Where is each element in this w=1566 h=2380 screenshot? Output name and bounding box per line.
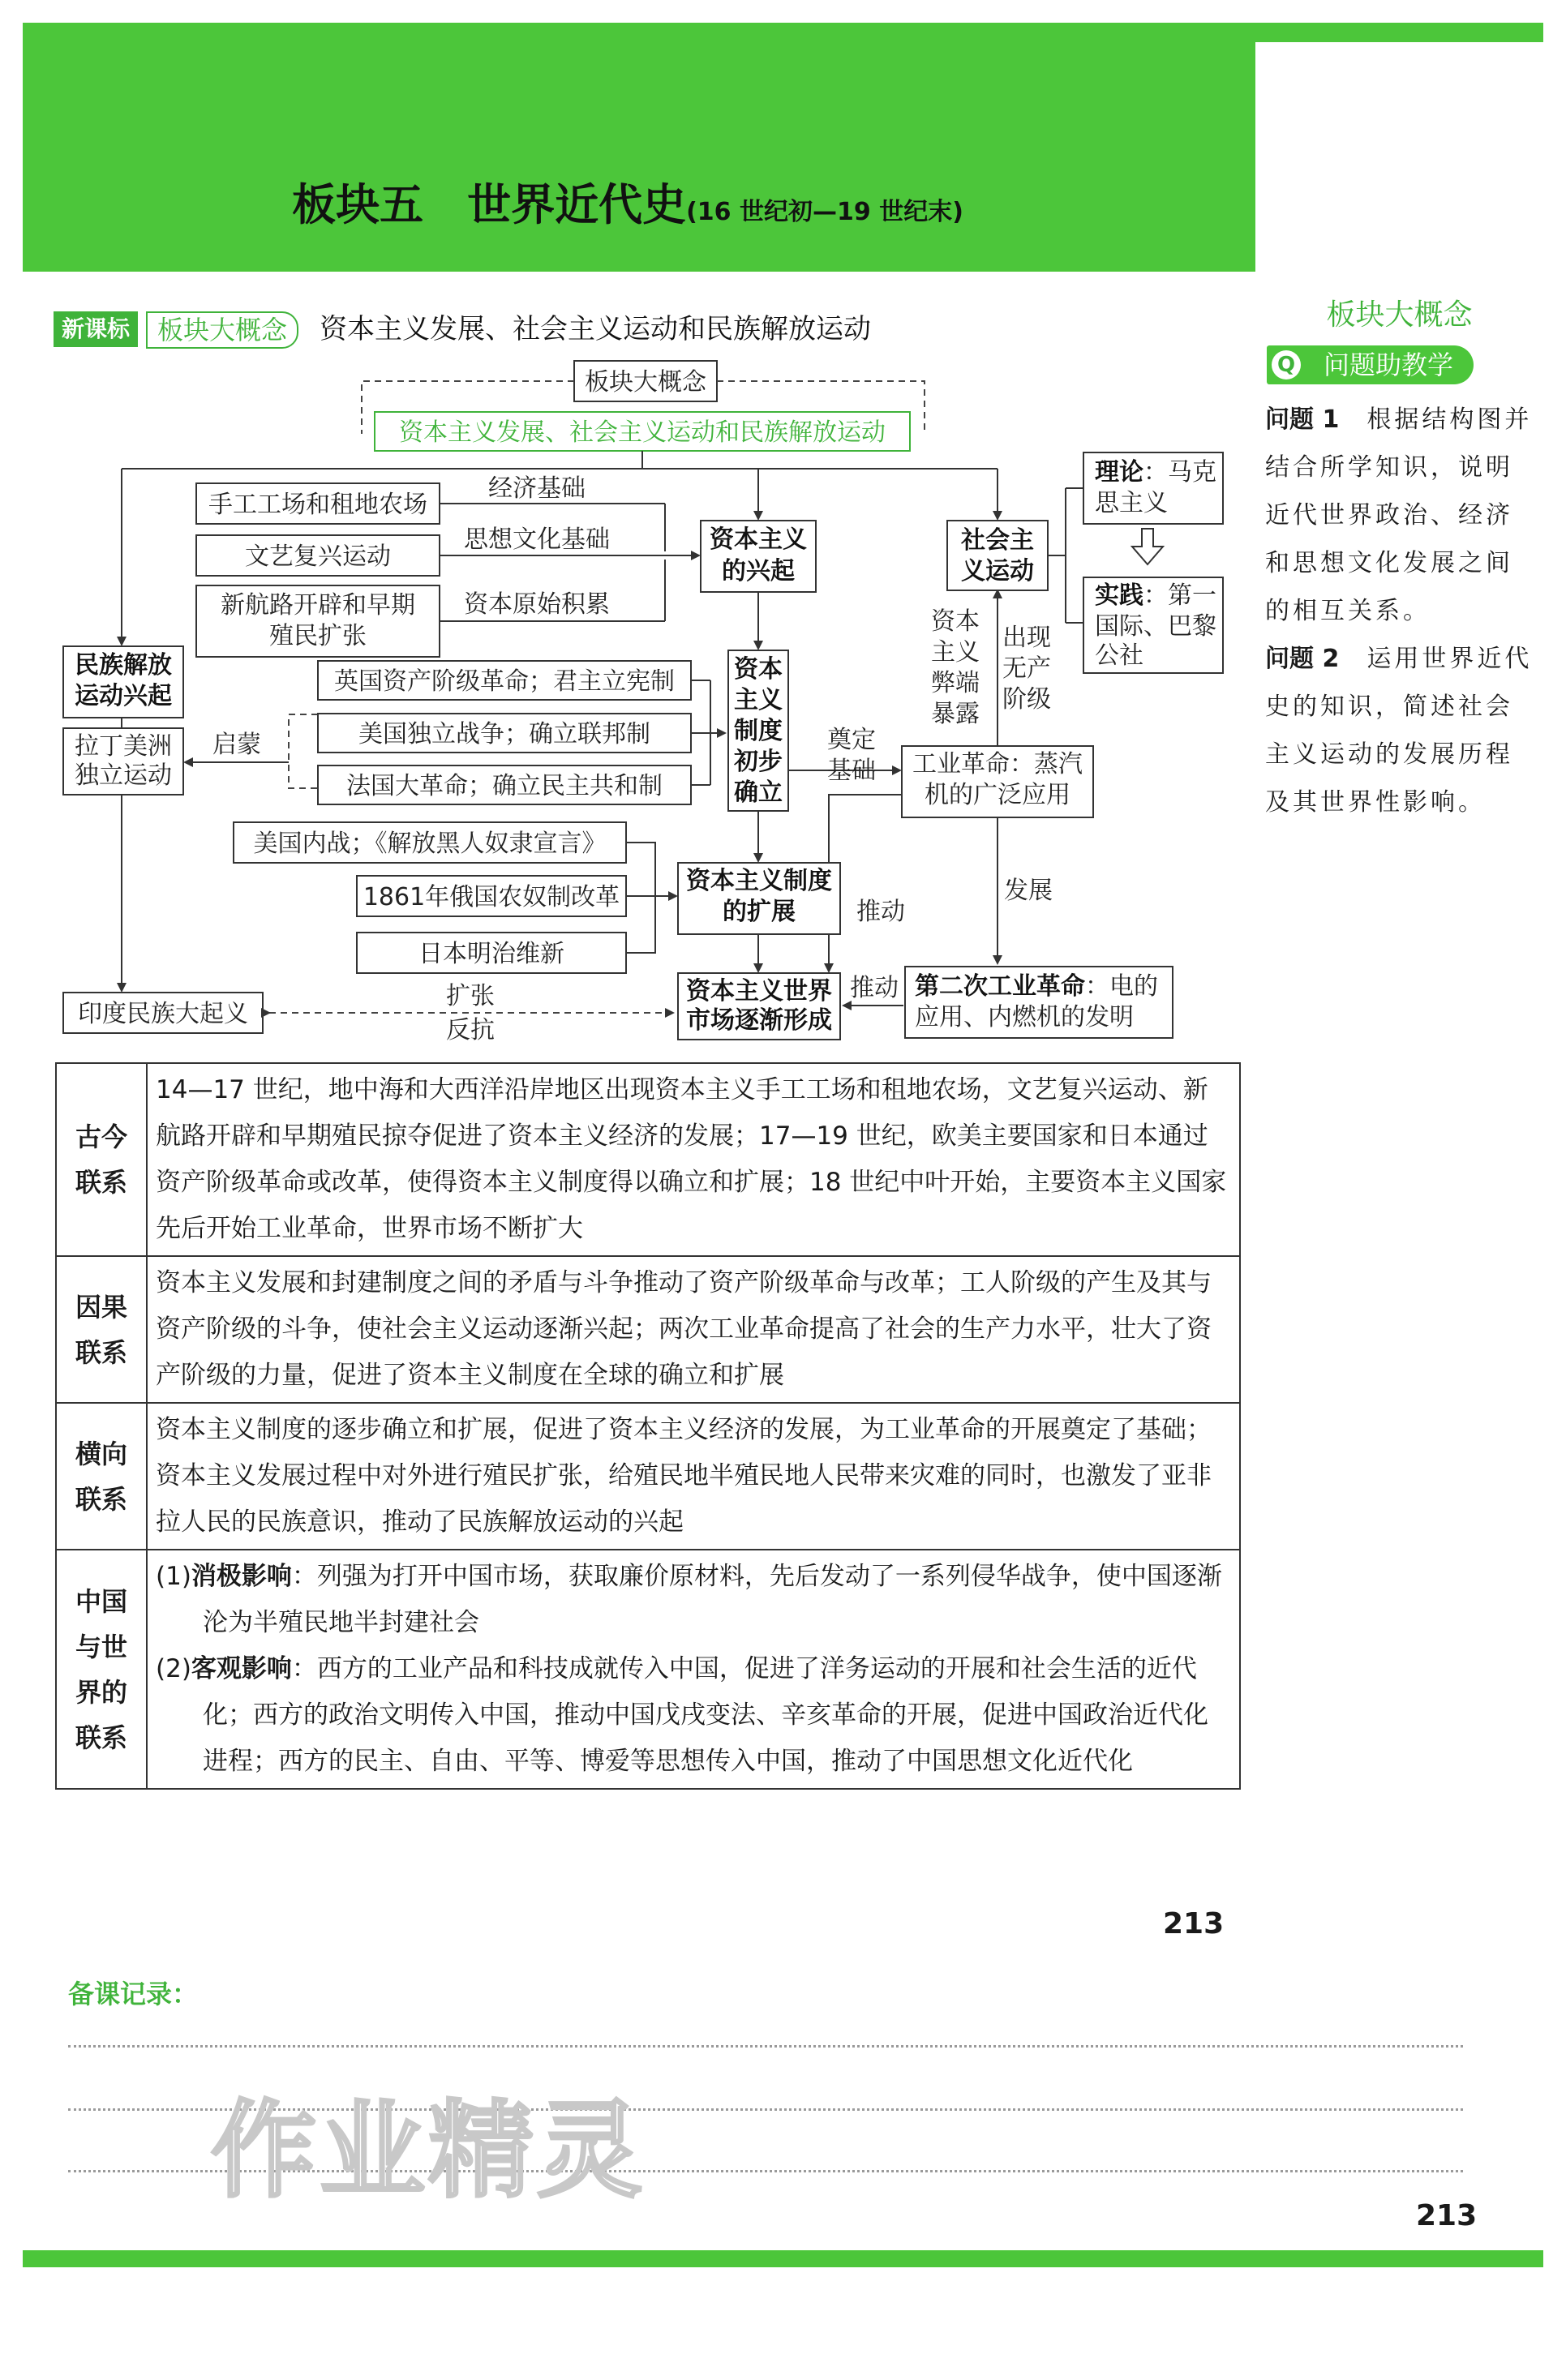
row-head: [56, 1063, 147, 1256]
concept-subtitle: 资本主义发展、社会主义运动和民族解放运动: [320, 313, 871, 345]
row-text: 14—17 世纪，地中海和大西洋沿岸地区出现资本主义手工工场和租地农场，文艺复兴运动、新航路开辟和早期殖民掠夺促进了资本主义经济的发展；17—19 世纪，欧美主要国家和日本通过资产阶级革命或改革，使得资本主义制度得以确立和扩展；18 世纪中叶开始，主要资本主义国家先后开始工业革命，世界市场不断扩大: [147, 1063, 1240, 1256]
theory-line2: 思主义: [1095, 489, 1168, 517]
practice-rest: ：第一: [1143, 581, 1216, 610]
item-bold: 客观影响: [191, 1654, 292, 1683]
row-head: [56, 1403, 147, 1550]
revolution-3: 法国大革命；确立民主共和制: [346, 772, 663, 800]
page-number-outer: 213: [1416, 2199, 1478, 2232]
resist-label: 反抗: [446, 1016, 495, 1044]
q2-text: 运用世界近代史的知识，简述社会主义运动的发展历程及其世界性影响。: [1265, 645, 1533, 817]
theory-bold: 理论: [1095, 458, 1143, 487]
practice-bold: 实践: [1095, 581, 1143, 610]
row-text: [147, 1550, 1240, 1789]
item-bold: 消极影响: [191, 1562, 292, 1591]
rise-1: 资本主义: [710, 525, 807, 554]
item-num: (1): [156, 1562, 191, 1591]
socialism-2: 义运动: [961, 557, 1034, 585]
item-num: (2): [156, 1654, 191, 1683]
question-2: [1265, 635, 1533, 826]
practice-line1: [1095, 581, 1216, 610]
row-text: 资本主义发展和封建制度之间的矛盾与斗争推动了资产阶级革命与改革；工人阶级的产生及其与资产阶级的斗争，使社会主义运动逐渐兴起；两次工业革命提高了社会的生产力水平，壮大了资产阶级的力量，促进了资本主义制度在全球的确立和扩展: [147, 1256, 1240, 1403]
enlighten-label: 启蒙: [212, 731, 261, 759]
sidebar-tag: 问题助教学: [1267, 345, 1474, 384]
practice-line3: 公社: [1095, 641, 1143, 670]
watermark: 作业精灵: [211, 2089, 646, 2212]
india-label: 印度民族大起义: [78, 1000, 248, 1028]
latin-2: 独立运动: [75, 761, 172, 790]
reform-3: 日本明治维新: [418, 940, 564, 968]
drawbacks-4: 暴露: [931, 700, 980, 728]
sidebar-questions: [1265, 396, 1533, 826]
list-item: [156, 1646, 1233, 1785]
bottom-green-bar: [23, 2250, 1543, 2267]
label-culture: 思想文化基础: [464, 525, 610, 554]
title-note: (16 世纪初—19 世纪末): [686, 198, 963, 226]
table-row: [56, 1256, 1240, 1403]
head-line: 联系: [75, 1483, 127, 1515]
label-accumulation: 资本原始积累: [464, 590, 610, 619]
top-concept: 资本主义发展、社会主义运动和民族解放运动: [399, 418, 886, 447]
industrial1-2: 机的广泛应用: [925, 781, 1070, 809]
est-3: 制度: [734, 717, 783, 745]
table-row: [56, 1403, 1240, 1550]
foundation-word-2: 基础: [827, 757, 876, 785]
socialism-1: 社会主: [961, 526, 1034, 555]
label-economic: 经济基础: [488, 474, 586, 503]
theory-rest: ：马克: [1143, 458, 1216, 487]
table-row: [56, 1550, 1240, 1789]
rise-2: 的兴起: [722, 557, 795, 585]
push1-label: 推动: [856, 898, 905, 926]
industrial2-line2: 应用、内燃机的发明: [915, 1003, 1134, 1031]
q2-label: 问题 2: [1265, 645, 1340, 673]
head-line: 联系: [75, 1722, 127, 1753]
theory-line1: [1095, 458, 1216, 487]
est-2: 主义: [734, 686, 783, 714]
head-line: 横向: [75, 1438, 127, 1469]
foundation-3b: 殖民扩张: [269, 622, 367, 650]
top-label: 板块大概念: [585, 368, 706, 397]
reform-2: 1861年俄国农奴制改革: [363, 883, 620, 911]
big-concept-tag: 板块大概念: [146, 311, 298, 349]
reform-1: 美国内战；《解放黑人奴隶宣言》: [253, 830, 607, 858]
new-standard-tag: 新课标: [54, 311, 138, 347]
head-line: 古今: [75, 1121, 127, 1152]
head-line: 联系: [75, 1336, 127, 1368]
search-icon: Q: [1272, 350, 1301, 380]
q1-text: 根据结构图并结合所学知识，说明近代世界政治、经济和思想文化发展之间的相互关系。: [1265, 405, 1533, 625]
push2-label: 推动: [850, 974, 899, 1002]
nation-1: 民族解放: [75, 651, 172, 680]
industrial2-line1: [915, 972, 1158, 1001]
head-line: 与世: [75, 1631, 127, 1662]
nation-2: 运动兴起: [75, 682, 172, 710]
drawbacks-2: 主义: [931, 638, 980, 667]
row-head: [56, 1550, 147, 1789]
market-2: 市场逐渐形成: [686, 1006, 832, 1035]
est-4: 初步: [734, 748, 783, 776]
proletariat-1: 出现: [1002, 624, 1051, 652]
expansion-2: 的扩展: [723, 898, 796, 926]
industrial2-rest: ：电的: [1085, 972, 1158, 1001]
page-number-inner: 213: [1163, 1907, 1225, 1940]
develop-label: 发展: [1004, 877, 1053, 905]
concept-diagram: [0, 0, 1255, 1054]
head-line: 界的: [75, 1676, 127, 1708]
industrial2-bold: 第二次工业革命: [915, 972, 1085, 1001]
head-line: 联系: [75, 1167, 127, 1198]
market-1: 资本主义世界: [686, 977, 832, 1006]
table-row: [56, 1063, 1240, 1256]
item-text: ：西方的工业产品和科技成就传入中国，促进了洋务运动的开展和社会生活的近代化；西方的政治文明传入中国，推动中国戊戌变法、辛亥革命的开展，促进中国政治近代化进程；西方的民主、自由、平等、博爱等思想传入中国，推动了中国思想文化近代化: [203, 1654, 1208, 1776]
row-head: [56, 1256, 147, 1403]
revolution-2: 美国独立战争；确立联邦制: [358, 720, 650, 748]
row-text: 资本主义制度的逐步确立和扩展，促进了资本主义经济的发展，为工业革命的开展奠定了基础；资本主义发展过程中对外进行殖民扩张，给殖民地半殖民地人民带来灾难的同时，也激发了亚非拉人民的民族意识，推动了民族解放运动的兴起: [147, 1403, 1240, 1550]
est-5: 确立: [734, 778, 783, 807]
head-line: 中国: [75, 1585, 127, 1617]
practice-line2: 国际、巴黎: [1095, 612, 1216, 641]
list-item: [156, 1554, 1233, 1646]
item-text: ：列强为打开中国市场，获取廉价原材料，先后发动了一系列侵华战争，使中国逐渐沦为半殖民地半封建社会: [203, 1562, 1222, 1637]
foundation-3a: 新航路开辟和早期: [221, 591, 415, 620]
q1-label: 问题 1: [1265, 405, 1340, 434]
foundation-word-1: 奠定: [827, 726, 876, 754]
down-arrow-icon: [1132, 529, 1163, 564]
proletariat-2: 无产: [1002, 654, 1051, 683]
expand-label: 扩张: [446, 982, 495, 1010]
est-1: 资本: [734, 655, 783, 684]
proletariat-3: 阶级: [1002, 685, 1051, 714]
reform-join: [626, 843, 655, 953]
title-main: 板块五 世界近代史: [292, 179, 687, 230]
relations-table: [55, 1062, 1241, 1790]
expansion-1: 资本主义制度: [686, 867, 832, 895]
drawbacks-3: 弊端: [931, 669, 980, 697]
industrial1-1: 工业革命：蒸汽: [912, 750, 1083, 778]
head-line: 因果: [75, 1291, 127, 1323]
note-line: [68, 2045, 1463, 2048]
question-1: [1265, 396, 1533, 635]
notes-label: 备课记录：: [68, 1979, 199, 2009]
foundation-1: 手工工场和租地农场: [208, 491, 427, 519]
latin-1: 拉丁美洲: [75, 732, 172, 761]
sidebar-title: 板块大概念: [1326, 298, 1473, 332]
revolution-1: 英国资产阶级革命；君主立宪制: [334, 667, 675, 696]
enlighten-bracket: [289, 714, 318, 788]
drawbacks-1: 资本: [931, 607, 980, 636]
foundation-2: 文艺复兴运动: [245, 542, 391, 571]
